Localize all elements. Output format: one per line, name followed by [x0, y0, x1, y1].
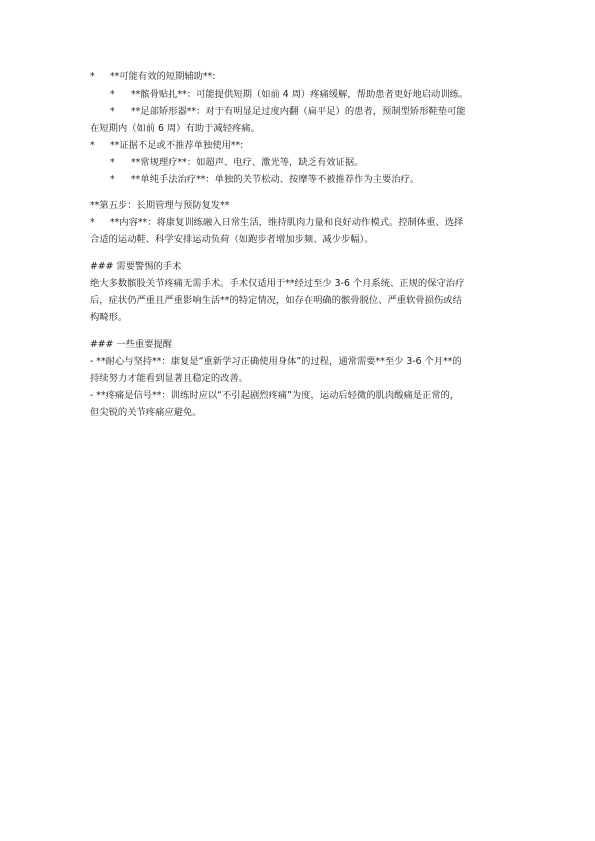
- step5-content: **内容**：将康复训练融入日常生活，维持肌肉力量和良好动作模式。控制体重、选择: [110, 217, 464, 228]
- bullet-marker: *: [90, 217, 95, 228]
- reminders-heading: ### 一些重要提醒: [90, 339, 173, 350]
- step5-content-cont: 合适的运动鞋、科学安排运动负荷（如跑步者增加步频、减少步幅）。: [90, 234, 374, 245]
- reminder-patience: - **耐心与坚持**：康复是“重新学习正确使用身体”的过程，通常需要**至少 3-6 个月**的: [90, 356, 462, 367]
- bullet-marker: *: [110, 157, 115, 168]
- list-item-manual-therapy: **单纯手法治疗**：单独的关节松动、按摩等不被推荐作为主要治疗。: [131, 174, 420, 185]
- step5-heading: **第五步：长期管理与预防复发**: [90, 200, 230, 211]
- list-item-patellar-taping: **髌骨贴扎**：可能提供短期（如前 4 周）疼痛缓解，帮助患者更好地启动训练。: [131, 89, 469, 100]
- bullet-marker: *: [90, 140, 95, 151]
- bullet-marker: *: [90, 71, 95, 82]
- reminder-pain-signal-cont: 但尖锐的关节疼痛应避免。: [90, 407, 202, 418]
- bullet-marker: *: [110, 106, 115, 117]
- surgery-paragraph-line: 构畸形。: [90, 312, 128, 323]
- bullet-marker: *: [110, 174, 115, 185]
- surgery-paragraph-line: 绝大多数髌股关节疼痛无需手术。手术仅适用于**经过至少 3-6 个月系统、正规的保守治疗: [90, 278, 465, 289]
- surgery-heading: ### 需要警惕的手术: [90, 261, 182, 272]
- short-term-heading: **可能有效的短期辅助**:: [110, 71, 216, 82]
- bullet-marker: *: [110, 89, 115, 100]
- surgery-paragraph-line: 后，症状仍严重且严重影响生活**的特定情况，如存在明确的髌骨脱位、严重软骨损伤或结: [90, 295, 462, 306]
- insufficient-heading: **证据不足或不推荐单独使用**:: [110, 140, 244, 151]
- list-item-foot-orthoses: **足部矫形器**：对于有明显足过度内翻（扁平足）的患者，预制型矫形鞋垫可能: [131, 106, 466, 117]
- reminder-pain-signal: - **疼痛是信号**：训练时应以“不引起剧烈疼痛”为度，运动后轻微的肌肉酸痛是正常的，: [90, 390, 460, 401]
- reminder-patience-cont: 持续努力才能看到显著且稳定的改善。: [90, 373, 249, 384]
- list-item-foot-orthoses-cont: 在短期内（如前 6 周）有助于减轻疼痛。: [90, 123, 260, 134]
- list-item-physiotherapy: **常规理疗**：如超声、电疗、激光等，缺乏有效证据。: [131, 157, 364, 168]
